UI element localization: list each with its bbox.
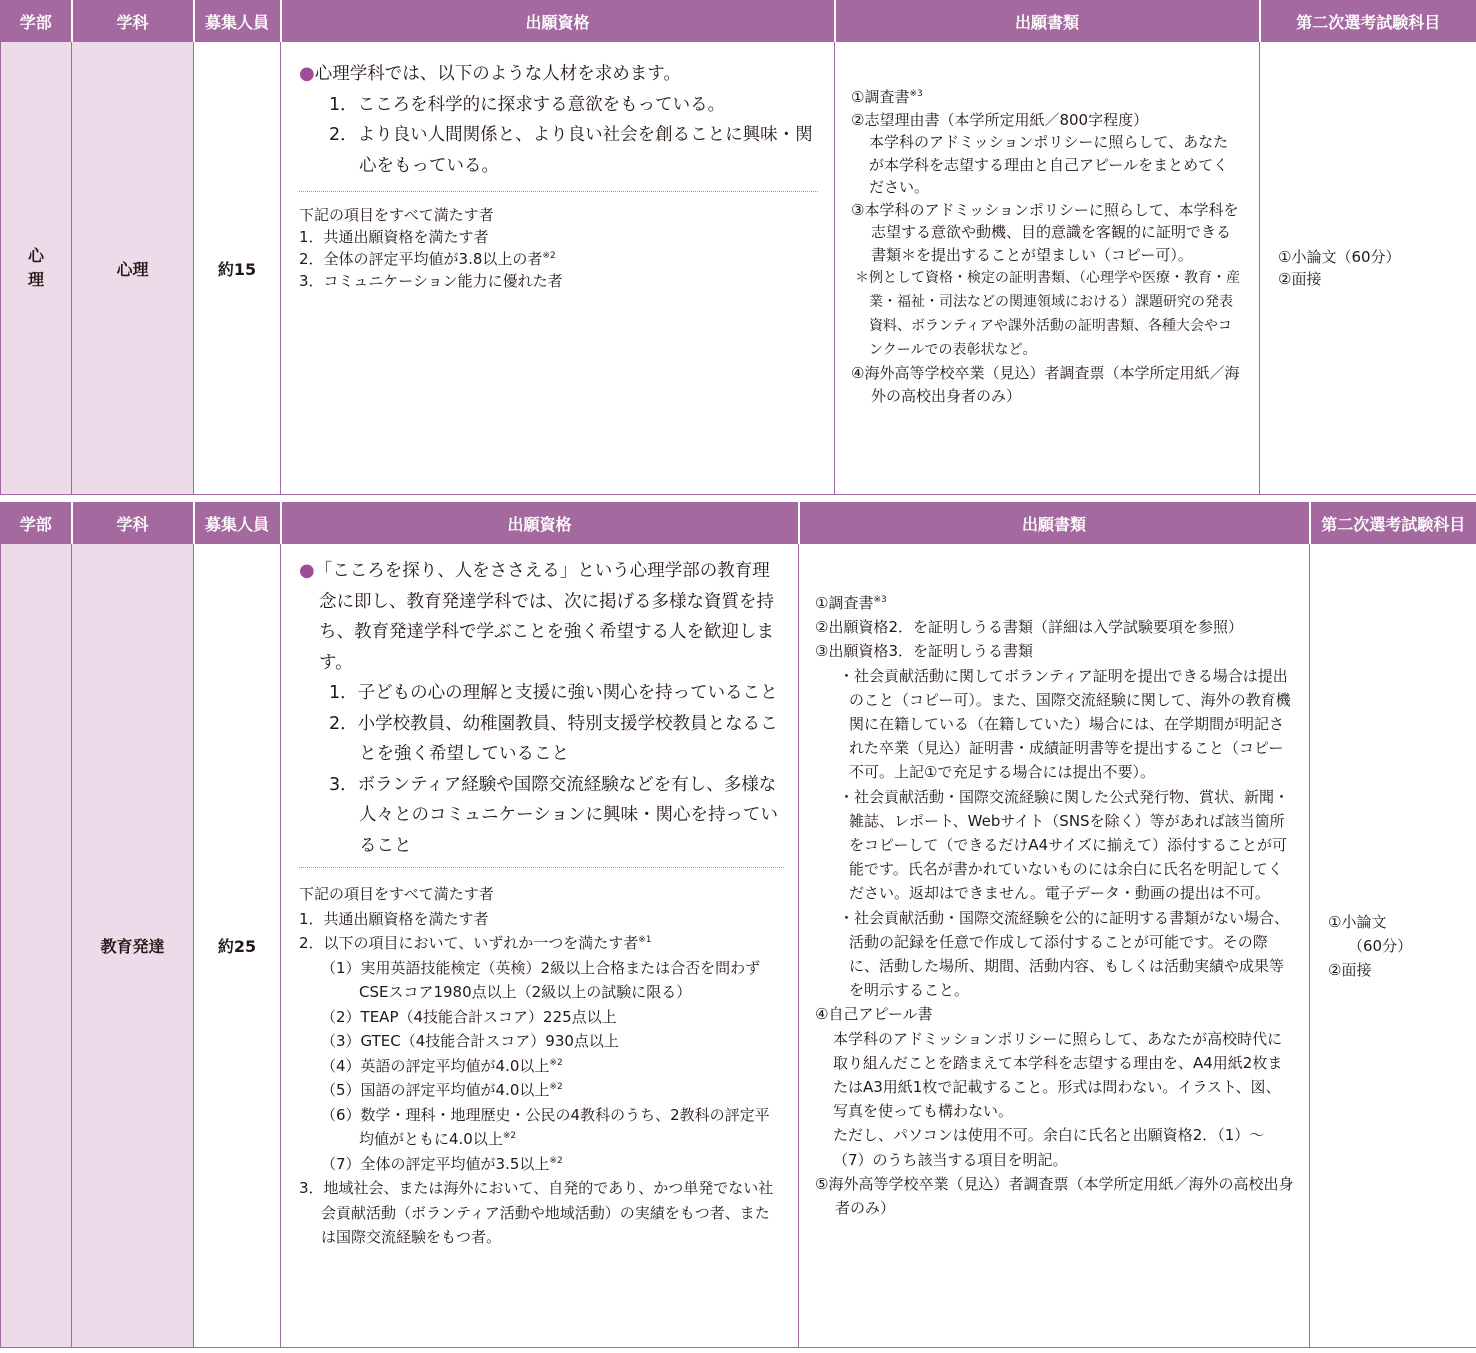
faculty-cell — [1, 42, 72, 495]
condition-subitem: （1）実用英語技能検定（英検）2級以上合格または合否を問わずCSEスコア1980点以上（2級以上の試験に限る） — [321, 958, 761, 1001]
conditions-intro: 下記の項目をすべて満たす者 — [299, 885, 494, 903]
faculty-char-1: 心 — [27, 246, 44, 265]
document-item: ④自己アピール書 — [815, 1005, 933, 1024]
conditions-block — [299, 204, 818, 292]
document-item: ②出願資格2．を証明しうる書類（詳細は入学試験要項を参照） — [815, 618, 1243, 637]
condition-subitem: （7）全体の評定平均値が3.5以上$^{※2}$ — [321, 1154, 563, 1173]
footnote-mark: ※3 — [873, 595, 887, 605]
condition-item: 2．以下の項目において、いずれか一つを満たす者$^{※1}$ — [299, 934, 652, 952]
document-item: ③本学科のアドミッションポリシーに照らして、本学科を志望する意欲や動機、目的意識を客観的に証明できる書類＊を提出することが望ましい（コピー可）。 — [851, 200, 1239, 264]
policy-block — [299, 59, 818, 181]
divider — [299, 191, 818, 192]
header-capacity: 募集人員 — [194, 1, 281, 42]
document-item: ④海外高等学校卒業（見込）者調査票（本学所定用紙／海外の高校出身者のみ） — [851, 364, 1240, 405]
condition-item: 3．コミュニケーション能力に優れた者 — [299, 272, 563, 290]
policy-item: 2．より良い人間関係と、より良い社会を創ることに興味・関心をもっている。 — [329, 125, 813, 176]
condition-item: 1．共通出願資格を満たす者 — [299, 228, 489, 246]
header-documents: 出願書類 — [799, 503, 1310, 544]
footnote-mark: ※2 — [502, 1131, 517, 1141]
condition-item: 3．地域社会、または海外において、自発的であり、かつ単発でない社会貢献活動（ボランティア活動や地域活動）の実績をもつ者、または国際交流経験をもつ者。 — [299, 1179, 774, 1246]
condition-subitem: （3）GTEC（4技能合計スコア）930点以上 — [321, 1032, 619, 1050]
admission-table-2 — [0, 502, 1476, 1348]
header-documents: 出願書類 — [835, 1, 1260, 42]
exam-item: ①小論文（60分） — [1278, 248, 1401, 266]
policy-item: 2．小学校教員、幼稚園教員、特別支援学校教員となることを強く希望していること — [329, 713, 778, 764]
bullet-icon: ● — [299, 560, 315, 581]
policy-item: 1．こころを科学的に探求する意欲をもっている。 — [329, 94, 726, 115]
condition-item: 2．全体の評定平均値が3.8以上の者$^{※2}$ — [299, 250, 556, 268]
qualification-cell — [281, 42, 835, 495]
document-body: 本学科のアドミッションポリシーに照らして、あなたが高校時代に取り組んだことを踏まえて本学科を志望する理由を、A4用紙2枚またはA3用紙1枚で記載すること。形式は問わない。イラスト、図、写真を使っても構わない。 — [833, 1029, 1283, 1121]
exam-item: （60分） — [1348, 936, 1413, 955]
department-cell: 心理 — [72, 42, 194, 495]
divider — [299, 867, 784, 868]
bullet-icon: ● — [299, 63, 315, 84]
admission-table-1 — [0, 0, 1476, 495]
document-body: 本学科のアドミッションポリシーに照らして、あなたが本学科を志望する理由と自己アピールをまとめてください。 — [869, 133, 1229, 196]
policy-lead: ●「こころを探り、人をささえる」という心理学部の教育理念に即し、教育発達学科では、次に掲げる多様な資質を持ち、教育発達学科で学ぶことを強く希望する人を歓迎します。 — [299, 560, 774, 673]
header-faculty: 学部 — [1, 1, 72, 42]
document-note: ＊例として資格・検定の証明書類、（心理学や医療・教育・産業・福祉・司法などの関連領域における）課題研究の発表資料、ボランティアや課外活動の証明書類、各種大会やコンクールでの表彰状など。 — [855, 270, 1240, 358]
document-item: ①調査書$^{※3}$ — [815, 594, 887, 612]
header-capacity: 募集人員 — [194, 503, 281, 544]
document-bullet: ・社会貢献活動・国際交流経験に関した公式発行物、賞状、新聞・雑誌、レポート、Webサイト（SNSを除く）等があれば該当箇所をコピーして（できるだけA4サイズに揃えて）添付することが可能です。氏名が書かれていないものには余白に氏名を明記してください。返却はできません。電子データ・動画の提出は不可。 — [839, 787, 1290, 903]
condition-subitem: （2）TEAP（4技能合計スコア）225点以上 — [321, 1007, 617, 1026]
documents-cell — [799, 544, 1310, 1348]
document-bullet: ・社会貢献活動・国際交流経験を公的に証明する書類がない場合、活動の記録を任意で作成して添付することが可能です。その際に、活動した場所、期間、活動内容、もしくは活動実績や成果等を明示すること。 — [839, 908, 1290, 1000]
footnote-mark: ※2 — [542, 251, 556, 261]
header-department: 学科 — [72, 503, 194, 544]
condition-subitem: （6）数学・理科・地理歴史・公民の4教科のうち、2教科の評定平均値がともに4.0以上$^{※2}$ — [321, 1105, 770, 1148]
exam-item: ②面接 — [1278, 270, 1322, 288]
footnote-mark: ※2 — [549, 1082, 563, 1092]
condition-subitem: （5）国語の評定平均値が4.0以上$^{※2}$ — [321, 1081, 563, 1099]
header-department: 学科 — [72, 1, 194, 42]
conditions-block — [299, 882, 784, 1250]
document-item: ②志望理由書（本学所定用紙／800字程度） — [851, 110, 1149, 129]
second-exam-cell — [1260, 42, 1476, 495]
document-item: ⑤海外高等学校卒業（見込）者調査票（本学所定用紙／海外の高校出身者のみ） — [815, 1174, 1294, 1218]
capacity-cell: 約15 — [194, 42, 281, 495]
policy-item: 3．ボランティア経験や国際交流経験などを有し、多様な人々とのコミュニケーションに興味・関心を持っていること — [329, 774, 778, 856]
header-qualification: 出願資格 — [281, 1, 835, 42]
condition-item: 1．共通出願資格を満たす者 — [299, 909, 489, 928]
exam-item: ②面接 — [1328, 960, 1372, 979]
footnote-mark: ※2 — [549, 1057, 563, 1068]
capacity-cell: 約25 — [194, 544, 281, 1348]
faculty-char-2: 理 — [27, 270, 44, 289]
header-second-exam: 第二次選考試験科目 — [1310, 503, 1476, 544]
exam-item: ①小論文 — [1328, 912, 1387, 931]
condition-subitem: （4）英語の評定平均値が4.0以上$^{※2}$ — [321, 1056, 563, 1075]
department-cell: 教育発達 — [72, 544, 194, 1348]
header-faculty: 学部 — [1, 503, 72, 544]
document-bullet: ・社会貢献活動に関してボランティア証明を提出できる場合は提出のこと（コピー可）。また、国際交流経験に関して、海外の教育機関に在籍している（在籍していた）場合には、在学期間が明記された卒業（見込）証明書・成績証明書等を提出すること（コピー不可。上記①で充足する場合には提出不要）。 — [839, 666, 1291, 782]
faculty-cell — [1, 544, 72, 1348]
policy-item: 1．子どもの心の理解と支援に強い関心を持っていること — [329, 683, 778, 703]
second-exam-cell — [1310, 544, 1476, 1348]
header-second-exam: 第二次選考試験科目 — [1260, 1, 1476, 42]
footnote-mark: ※1 — [638, 935, 652, 945]
policy-lead: ●心理学科では、以下のような人材を求めます。 — [299, 63, 681, 84]
header-qualification: 出願資格 — [281, 503, 799, 544]
document-body: ただし、パソコンは使用不可。余白に氏名と出願資格2．（1）～（7）のうち該当する項目を明記。 — [833, 1126, 1265, 1169]
footnote-mark: ※3 — [909, 89, 923, 99]
conditions-intro: 下記の項目をすべて満たす者 — [299, 206, 494, 224]
documents-cell — [835, 42, 1260, 495]
qualification-cell — [281, 544, 799, 1348]
footnote-mark: ※2 — [549, 1155, 563, 1166]
document-item: ①調査書$^{※3}$ — [851, 88, 923, 106]
document-item: ③出願資格3．を証明しうる書類 — [815, 642, 1033, 661]
policy-block — [299, 556, 784, 861]
